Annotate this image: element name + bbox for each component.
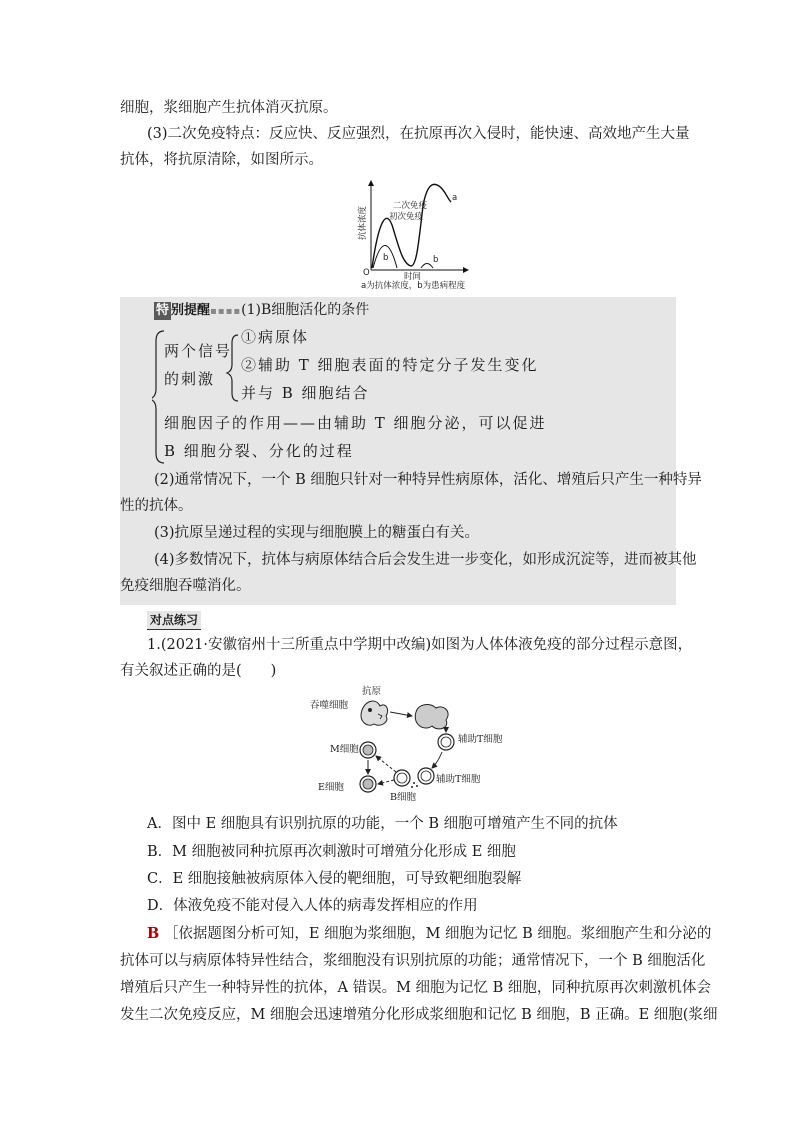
helper-t-cell-2	[418, 768, 434, 784]
question-text: 1.(2021·安徽宿州十三所重点中学期中改编)如图为人体体液免疫的部分过程示意图，	[147, 637, 693, 653]
option-a: A．图中 E 细胞具有识别抗原的功能，一个 B 细胞可增殖产生不同的抗体	[147, 816, 618, 832]
x-axis-label: 时间	[404, 272, 422, 282]
signal-2: ②辅助 T 细胞表面的特定分子发生变化	[241, 356, 539, 374]
reminder-item-2-cont: 性的抗体。	[120, 498, 193, 514]
phagocyte-shape	[361, 701, 388, 725]
option-b: B．M 细胞被同种抗原再次刺激时可增殖分化形成 E 细胞	[147, 844, 516, 860]
primary-immunity-label: 初次免疫	[389, 212, 424, 222]
signals-label: 的刺激	[164, 370, 216, 388]
helper-t-label-2: 辅助T细胞	[436, 774, 481, 785]
phagocyte-label: 吞噬细胞	[310, 700, 349, 711]
secondary-immunity-label: 二次免疫	[393, 201, 428, 211]
paragraph-line: 细胞，浆细胞产生抗体消灭抗原。	[120, 100, 338, 116]
signal-2-cont: 并与 B 细胞结合	[241, 384, 370, 402]
reminder-item-1-title: (1)B细胞活化的条件	[241, 302, 370, 318]
answer-explanation: ［依据题图分析可知，E 细胞为浆细胞，M 细胞为记忆 B 细胞。浆细胞产生和分泌的	[163, 926, 712, 942]
secondary-immunity-text: (3)二次免疫特点：反应快、反应强烈，在抗原再次入侵时，能快速、高效地产生大量	[147, 126, 690, 142]
reminder-tag-rest: 别提醒	[171, 303, 211, 318]
reminder-item-3: (3)抗原呈递过程的实现与细胞膜上的糖蛋白有关。	[154, 525, 480, 541]
reminder-item-4: (4)多数情况下，抗体与病原体结合后会发生进一步变化，如形成沉淀等，进而被其他	[154, 552, 697, 568]
signals-label: 两个信号	[164, 342, 233, 360]
outer-brace	[152, 331, 164, 463]
helper-t-label: 辅助T细胞	[458, 734, 503, 745]
e-cell-label: E细胞	[318, 782, 344, 793]
answer-explanation-cont: 增殖后只产生一种特异性的抗体，A 错误。M 细胞为记忆 B 细胞，同种抗原再次刺激机体会	[120, 980, 711, 996]
practice-header: 对点练习	[147, 611, 201, 630]
b-cell	[394, 770, 410, 786]
figure-caption: a为抗体浓度，b为患病程度	[361, 281, 466, 290]
y-axis-label: 抗体浓度	[358, 205, 368, 240]
b-cell-label: B细胞	[390, 792, 416, 803]
answer-explanation-cont: 抗体可以与病原体特异性结合，浆细胞没有识别抗原的功能；通常情况下，一个 B 细胞活化	[120, 953, 706, 969]
origin-label: O	[363, 268, 370, 278]
reminder-item-4-cont: 免疫细胞吞噬消化。	[120, 578, 251, 594]
m-cell-label: M细胞	[330, 744, 359, 755]
question-text-cont: 有关叙述正确的是( )	[120, 663, 277, 679]
reminder-item-2: (2)通常情况下，一个 B 细胞只针对一种特异性病原体，活化、增殖后只产生一种特异	[154, 472, 702, 488]
curve-b-secondary	[421, 264, 433, 269]
answer-line	[147, 922, 712, 946]
option-c: C．E 细胞接触被病原体入侵的靶细胞，可导致靶细胞裂解	[147, 871, 522, 887]
answer-letter: B	[147, 925, 160, 942]
answer-explanation-cont: 发生二次免疫反应，M 细胞会迅速增殖分化形成浆细胞和记忆 B 细胞，B 正确。E 细胞(浆细	[120, 1007, 718, 1023]
reminder-tag: 特	[156, 303, 170, 318]
option-d: D．体液免疫不能对侵入人体的病毒发挥相应的作用	[147, 898, 478, 914]
cytokine-role: 细胞因子的作用——由辅助 T 细胞分泌，可以促进	[164, 414, 547, 432]
special-reminder-box	[120, 297, 702, 605]
paragraph-line: 抗体，将抗原清除，如图所示。	[120, 152, 323, 168]
cytokine-role-cont: B 细胞分裂、分化的过程	[164, 442, 354, 460]
antibody-concentration-figure	[355, 178, 475, 290]
humoral-immunity-figure	[300, 686, 510, 806]
reminder-header	[154, 299, 369, 323]
reminder-dots: ▪▪▪▪	[210, 306, 242, 317]
curve-a-label: a	[452, 193, 458, 203]
helper-t-cell	[438, 734, 454, 750]
antigen-label: 抗原	[362, 686, 382, 697]
antigen-blob	[415, 705, 448, 729]
curve-b-label: b	[383, 253, 389, 263]
signal-1: ①病原体	[241, 328, 310, 346]
curve-b-label: b	[433, 255, 439, 265]
